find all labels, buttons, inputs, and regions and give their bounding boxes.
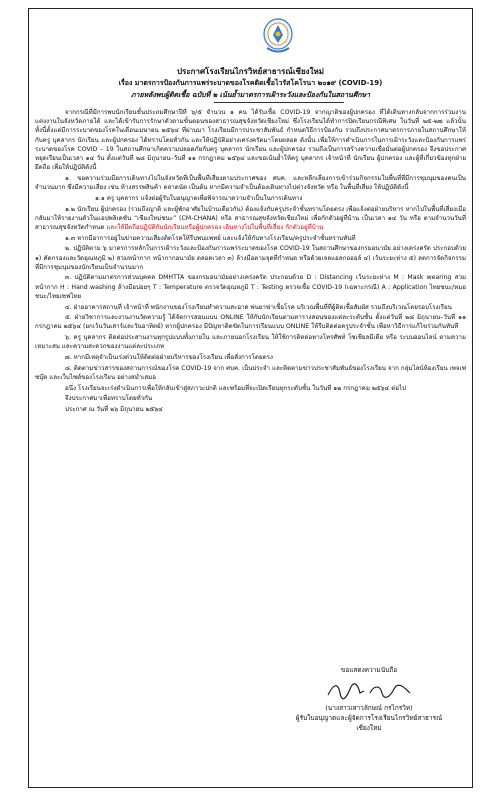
measure-1-3: ๑.๓ หากมีอาการอยู่ในข่ายความเสี่ยงติดโรคให้รีบพบแพทย์ และแจ้งให้กับทางโรงเรียน/ครูประจำชั้นทราบทันที <box>65 234 356 242</box>
measure-1-2-highlight: และให้ยึดถือปฏิบัติกับนักเรียนหรือผู้ปกครอง เดินทางไปในพื้นที่เสี่ยง กักตัวอยู่ที่บ้าน <box>106 223 324 231</box>
handwritten-signature-icon <box>324 681 414 701</box>
measure-3: ๓. ปฏิบัติตามมาตรการส่วนบุคคล DMHTTA ของกรมอนามัยอย่างเคร่งครัด ประกอบด้วย D : Distancing เว้นระยะห่าง M : Mask wearing สวมหน้ากาก H : Hand washing ล้างมือบ่อยๆ T : Temperature ตรวจวัดอุณหภูมิ T : Testing ตรวจเชื้อ COVID-19 (เฉพาะกรณี) A : Application ไทยชนะ/หมอชนะ/ไทยเซฟไทย <box>35 274 466 300</box>
closing-note: อนึ่ง โรงเรียนจะเร่งดำเนินการเพื่อให้กลับเข้าสู่สภาวะปกติ และพร้อมที่จะเปิดเรียนทุกระดับชั้น ในวันที่ ๑๒ กรกฎาคม ๒๕๖๔ ต่อไป <box>65 384 406 392</box>
measure-2: ๒. ปฏิบัติตาม ๖ มาตรการหลักในการเฝ้าระวังและป้องกันการแพร่ระบาดของโรค COVID-19 ในสถานศึกษาของกรมอนามัย อย่างเคร่งครัด ประกอบด้วย ๑) คัดกรองและวัดอุณหภูมิ ๒) สวมหน้ากาก หน้ากากอนามัย ตลอดเวลา ๓) ล้างมือตามจุดที่กำหนด หรือด้วยเจลแอลกอฮอล์ ๔) เว้นระยะห่าง ๕) ลดการจัดกิจกรรมที่มีการชุมนุมของนักเรียนเป็นจำนวนมาก <box>35 245 466 271</box>
measure-7: ๗. หากมีเหตุจำเป็นเร่งด่วนให้ติดต่อฝ่ายบริหารของโรงเรียน เพื่อสั่งการโดยตรง <box>65 354 273 362</box>
announcement-body <box>35 108 466 416</box>
measure-1-1: ๑.๑ ครู บุคลากร แจ้งต่อผู้รับใบอนุญาตเพื่อพิจารณาความจำเป็นในการเดินทาง <box>95 194 303 202</box>
school-emblem-icon <box>261 15 295 57</box>
measure-1: ๑. ขอความร่วมมือการเดินทางไปในจังหวัดที่เป็นพื้นที่เสี่ยงตามประกาศของ ศบค. และหลีกเลี่ยงการเข้าร่วมกิจกรรมในพื้นที่ที่มีการชุมนุมของคนเป็นจำนวนมาก ซึ่งมีความเสี่ยง เช่น ห้างสรรพสินค้า ตลาดนัด เป็นต้น หากมีความจำเป็นต้องเดินทางไปต่างจังหวัด หรือ ในพื้นที่เสี่ยง ให้ปฏิบัติดังนี้ <box>35 174 466 192</box>
measure-8: ๘. ติดตามข่าวสารของสถานการณ์ของโรค COVID-19 จาก ศบค. เป็นประจำ และติดตามข่าวประชาสัมพันธ์ของโรงเรียน จาก กลุ่มไลน์ห้องเรียน เพจเฟซบุ๊ค และเว็บไซต์ของโรงเรียน อย่างสม่ำเสมอ <box>35 364 466 381</box>
measure-6: ๖. ครู บุคลากร ติดต่อประสานงานทุกรูปแบบทั้งภายใน และภายนอกโรงเรียน ให้ใช้การติดต่อทางโทรศัพท์ โซเชียลมีเดีย หรือ ระบบออนไลน์ ตามความเหมาะสม และความสะดวกของงานแต่ละประเภท <box>35 334 466 351</box>
announcement-date: ประกาศ ณ วันที่ ๒๖ มิถุนายน ๒๕๖๔ <box>65 406 163 414</box>
announcement-subtitle: ภายหลังพบผู้ติดเชื้อ ฉบับที่ ๒ เน้นย้ำมาตรการเฝ้าระวังและป้องกันในสถานศึกษา <box>130 91 371 99</box>
measure-4: ๔. ฝ่ายอาคารสถานที่ เจ้าหน้าที่ พนักงานของโรงเรียนทำความสะอาด พ่นยาฆ่าเชื้อโรค บริเวณพื้นที่ที่ผู้ติดเชื้อสัมผัส รวมถึงบริเวณโดยรอบโรงเรียน <box>65 303 452 311</box>
intro-paragraph: จากกรณีที่มีการพบนักเรียนชั้นประถมศึกษาปีที่ ๖/๕ จำนวน ๑ คน ได้รับเชื้อ COVID-19 จากญาติของผู้ปกครอง ที่ได้เดินทางกลับจากการร่วมงานแต่งงานในจังหวัดภายใต้ และได้เข้ารับการรักษาตัวตามขั้นตอนของสาธารณสุขจังหวัดเชียงใหม่ ซึ่งโรงเรียนได้ทำการปิดเรียนกรณีพิเศษ ในวันที่ ๒๕-๒๗ แล้วนั้น ทั้งนี้ตั้งแต่มีการระบาดของโรคในเดือนเมษายน ๒๕๖๔ ที่ผ่านมา โรงเรียนมีการประชาสัมพันธ์ กำหนดวิธีการป้องกัน รวมถึงประกาศมาตรการภายในสถานศึกษาให้กับครู บุคลากร นักเรียน และผู้ปกครอง ได้ทราบโดยทั่วกัน และให้ปฏิบัติอย่างเคร่งครัดมาโดยตลอด ดังนั้น เพื่อให้การดำเนินการในการเฝ้าระวังและป้องกันการแพร่ระบาดของโรค COVID – 19 ในสถานศึกษาเกิดความปลอดภัยกับครู บุคลากร นักเรียน และผู้ปกครอง รวมถึงเป็นการสร้างความเชื่อมั่นต่อผู้ปกครอง จึงขอประกาศหยุดเรียนเป็นเวลา ๑๔ วัน ตั้งแต่วันที่ ๒๘ มิถุนายน–วันที่ ๑๑ กรกฎาคม ๒๕๖๔ และขอเน้นย้ำให้ครู บุคลากร เจ้าหน้าที่ นักเรียน ผู้ปกครอง และผู้ที่เกี่ยวข้องทุกฝ่ายยึดถือ เพื่อให้ปฏิบัติดังนี้ <box>35 109 466 172</box>
title-divider <box>214 102 344 103</box>
announcement-page <box>28 8 473 788</box>
regards-text: ขอแสดงความนับถือ <box>340 666 398 674</box>
signer-name: (นางสาวเสาวลักษณ์ กรไกรวิท) <box>325 704 413 712</box>
closing-line: จึงประกาศมาเพื่อทราบโดยทั่วกัน <box>65 395 153 403</box>
measure-5: ๕. ฝ่ายวิชาการและงานงานวัดความรู้ ได้จัดการสอนแบบ ONLINE ให้กับนักเรียนตามตารางสอนของแต่ละระดับชั้น ตั้งแต่วันที่ ๒๘ มิถุนายน–วันที่ ๑๑ กรกฎาคม ๒๕๖๔ (ยกเว้นวันเสาร์และวันอาทิตย์) หากผู้ปกครอง มีปัญหาติดขัดในการเรียนแบบ ONLINE ให้รีบติดต่อครูประจำชั้น เพื่อหาวิธีการแก้ไขร่วมกันทันที <box>35 314 466 331</box>
measure-1-2 <box>35 205 466 233</box>
signer-title: ผู้รับใบอนุญาตและผู้จัดการโรงเรียนไกรวิทย์สาธารณ์เชียงใหม่ <box>295 714 443 732</box>
measure-1-2-text: ๑.๒ นักเรียน ผู้ปกครอง (รวมถึงญาติ และผู้พักอาศัยในบ้านเดียวกัน) ต้องแจ้งกับครูประจำชั้นทราบโดยตรง เพื่อแจ้งต่อฝ่ายบริหาร หากไปในพื้นที่เสี่ยงเมื่อกลับมาให้รายงานตัวในแอปพลิเคชัน “เชียงใหม่ชนะ” (CM-CHANA) หรือ สาธารณสุขจังหวัดเชียงใหม่ เพื่อกักตัวอยู่ที่บ้าน เป็นเวลา ๑๔ วัน หรือ ตามจำนวนวันที่สาธารณสุขจังหวัดกำหนด <box>35 205 466 231</box>
announcement-subject: เรื่อง มาตรการป้องกันการแพร่ระบาดของโรคติดเชื้อไวรัสโคโรนา ๒๐๑๙ (COVID-19) <box>118 79 383 87</box>
announcement-title: ประกาศโรงเรียนไกรวิทย์สาธารณ์เชียงใหม่ <box>176 67 325 76</box>
signature-block <box>289 665 449 733</box>
